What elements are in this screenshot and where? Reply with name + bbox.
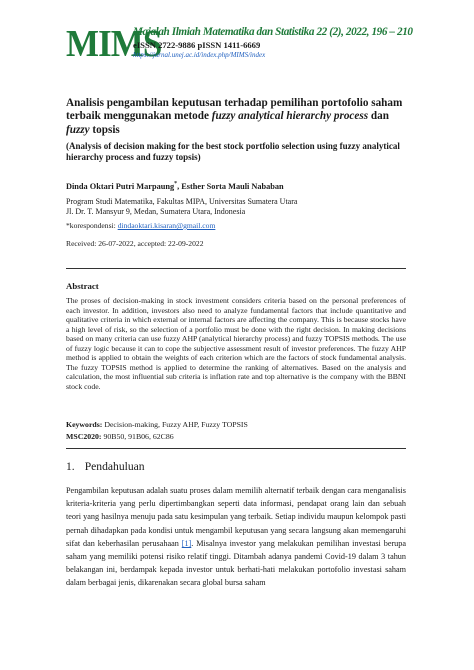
- section-title: Pendahuluan: [84, 460, 145, 473]
- affiliation-line-2: Jl. Dr. T. Mansyur 9, Medan, Sumatera Utara, Indonesia: [66, 207, 246, 217]
- corresponding-mark: *: [174, 181, 178, 187]
- msc-label: MSC2020:: [66, 432, 104, 441]
- correspondence: [66, 221, 215, 230]
- correspondence-label: *korespondensi:: [66, 221, 118, 230]
- received-dates: Received: 26-07-2022, accepted: 22-09-2022: [66, 239, 204, 248]
- affiliation-line-1: Program Studi Matematika, Fakultas MIPA, Universitas Sumatera Utara: [66, 197, 298, 206]
- correspondence-email-link[interactable]: dindaoktari.kisaran@gmail.com: [117, 221, 216, 230]
- section-number: 1.: [66, 460, 75, 473]
- abstract-bottom-rule: [66, 448, 406, 449]
- msc-value: 90B50, 91B06, 62C86: [103, 432, 174, 441]
- title-italic2: fuzzy: [66, 123, 90, 136]
- author-2: , Esther Sorta Mauli Nababan: [177, 181, 284, 191]
- msc-codes: [66, 432, 174, 441]
- abstract-top-rule: [66, 268, 406, 269]
- abstract-heading: Abstract: [66, 281, 99, 291]
- body-text: [66, 484, 406, 590]
- affiliation: [66, 197, 297, 218]
- title-italic1: fuzzy analytical hierarchy process: [211, 110, 369, 123]
- title-part1: Analisis pengambilan keputusan terhadap pemilihan portofolio saham terbaik menggunakan metode: [66, 97, 403, 123]
- title-part3: topsis: [89, 123, 120, 136]
- journal-masthead: [66, 22, 413, 68]
- body-para1: Pengambilan keputusan adalah suatu proses dalam memilih alternatif terbaik dengan cara menganalisis kriteria-kriteria yang perlu dipertimbangkan seperti data informasi, pendapat orang lain dan sebuah teori yang hasilnya menuju pada satu kesimpulan yang terbaik. Setiap individu maupun kelompok pasti pernah dihadapkan pada kondisi untuk mengambil keputusan yang secara langsung akan memengaruhi sifat dan keberhasilan perusahaan: [66, 486, 406, 548]
- journal-url-link[interactable]: https://jurnal.unej.ac.id/index.php/MIMS/index: [133, 51, 266, 59]
- paper-title: [66, 97, 406, 137]
- journal-logo: MIMS: [66, 23, 162, 65]
- author-list: [66, 181, 284, 191]
- keywords-value: Decision-making, Fuzzy AHP, Fuzzy TOPSIS: [104, 420, 248, 429]
- keywords: [66, 420, 248, 429]
- body-para1-end: . Misalnya investor yang melakukan pemilihan investasi berupa saham yang memiliki potensi risiko relatif tinggi. Ditambah adanya pandemi Covid-19 dalam 3 tahun belakangan ini, berdampak kepada investor untuk berhati-hati melakukan portofolio investasi saham dalam berbagai jenis, dikarenakan secara global bursa saham: [66, 538, 406, 588]
- keywords-label: Keywords:: [66, 420, 105, 429]
- journal-name: Majalah Ilmiah Matematika dan Statistika 22 (2), 2022, 196 – 210: [133, 26, 413, 38]
- journal-issn: eISSN 2722-9886 pISSN 1411-6669: [133, 40, 261, 50]
- author-1: Dinda Oktari Putri Marpaung: [66, 181, 175, 191]
- abstract-text: The proses of decision-making in stock investment considers criteria based on the personal preferences of each investor. In addition, investors also need to analyze fundamental factors that include quantitative and qualitative criteria in which external or internal factors are affecting the company. This is because stocks have a high level of risk, so the selection of a portfolio must be done with the right decision. In making decisions based on many criteria can use fuzzy AHP (analytical hierarchy process) and fuzzy TOPSIS methods. The use of fuzzy logic because it can to cope the subjective assessment result of investor preferences. The fuzzy AHP method is applied to obtain the weights of each criterion which are the factors of stock fundamental analysis. The fuzzy TOPSIS method is applied to determine the ranking of alternatives. Based on the analysis and calculation, the most influential sub criteria is inflation rate and top alternative is the company with the BBNI stock code.: [66, 296, 406, 391]
- title-part2: dan: [368, 110, 389, 123]
- citation-link[interactable]: [1]: [181, 538, 192, 548]
- journal-info: [133, 26, 433, 60]
- section-heading: [66, 460, 145, 473]
- paper-subtitle: (Analysis of decision making for the best stock portfolio selection using fuzzy analytical hierarchy process and fuzzy topsis): [66, 141, 400, 162]
